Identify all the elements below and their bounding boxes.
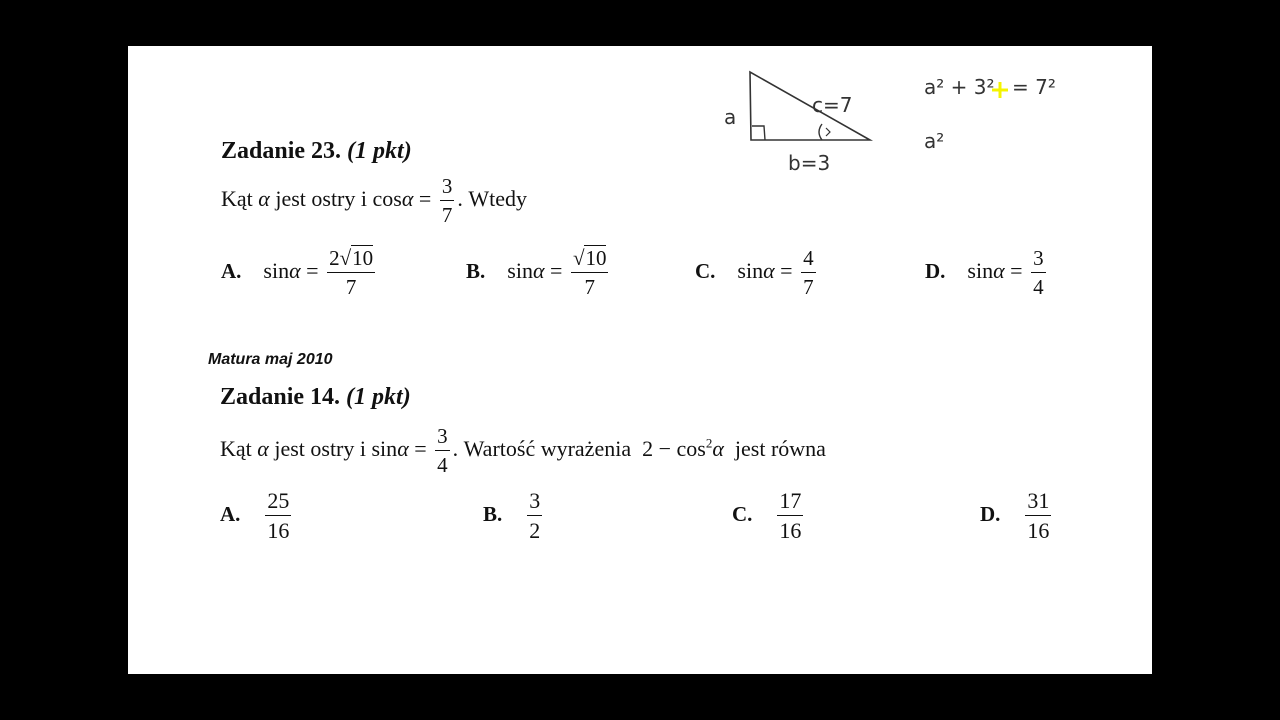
task14-points: (1 pkt): [346, 384, 411, 410]
handwritten-equation: [918, 60, 1078, 160]
task14-title-main: Zadanie 14.: [220, 384, 341, 410]
option-c-fraction: $\frac{4}{7}$: [803, 246, 814, 299]
task23-option-c[interactable]: C. sinα = $\frac{4}{7}$: [695, 246, 814, 299]
task14-option-d[interactable]: D. $\frac{31}{16}$: [980, 488, 1050, 543]
task14-sin-fraction: $\frac{3}{4}$: [437, 424, 448, 477]
task23-points: (1 pkt): [347, 138, 412, 164]
side-c-label: c=7: [812, 93, 853, 117]
option-d-fraction: $\frac{3}{4}$: [1033, 246, 1044, 299]
task14-option-c[interactable]: C. $\frac{17}{16}$: [732, 488, 802, 543]
side-b-label: b=3: [788, 151, 831, 175]
option-a-value: $\frac{25}{16}$: [267, 488, 290, 543]
task23-option-d[interactable]: D. sinα = $\frac{3}{4}$: [925, 246, 1044, 299]
task14-title: [220, 384, 411, 411]
task23-option-b[interactable]: B. sinα = $\frac{√10}{7}$: [466, 246, 607, 299]
angle-alpha-arc: [819, 124, 822, 140]
slide-page: [128, 46, 1152, 674]
option-b-value: $\frac{3}{2}$: [529, 488, 541, 543]
option-b-fraction: $\frac{√10}{7}$: [572, 246, 607, 299]
task23-title: [221, 138, 412, 165]
task14-option-a[interactable]: A. $\frac{25}{16}$: [220, 488, 290, 543]
source-label: Matura maj 2010: [208, 351, 333, 368]
task23-question: Kąt α jest ostry i cosα = $\frac{3}{7}$ . Wtedy: [221, 174, 527, 227]
task14-question: Kąt α jest ostry i sinα = $\frac{3}{4}$ . Wartość wyrażenia $2 - \cos^2\alpha$ jest równa: [220, 424, 826, 477]
handwritten-triangle-sketch: [718, 64, 878, 179]
right-angle-marker: [752, 126, 765, 140]
task23-cos-fraction: $\frac{3}{7}$: [441, 174, 453, 227]
equation-lhs: a² + 3²: [924, 75, 995, 99]
option-c-value: $\frac{17}{16}$: [779, 488, 802, 543]
equation-rhs: = 7²: [1012, 75, 1056, 99]
task23-title-main: Zadanie 23.: [221, 138, 342, 164]
option-a-fraction: $\frac{2√10}{7}$: [329, 246, 374, 299]
task23-option-a[interactable]: A. sinα = $\frac{2√10}{7}$: [221, 246, 374, 299]
side-a-label: a: [724, 105, 737, 129]
task14-option-b[interactable]: B. $\frac{3}{2}$: [483, 488, 541, 543]
option-d-value: $\frac{31}{16}$: [1027, 488, 1050, 543]
equation-second-line: a²: [924, 129, 945, 153]
